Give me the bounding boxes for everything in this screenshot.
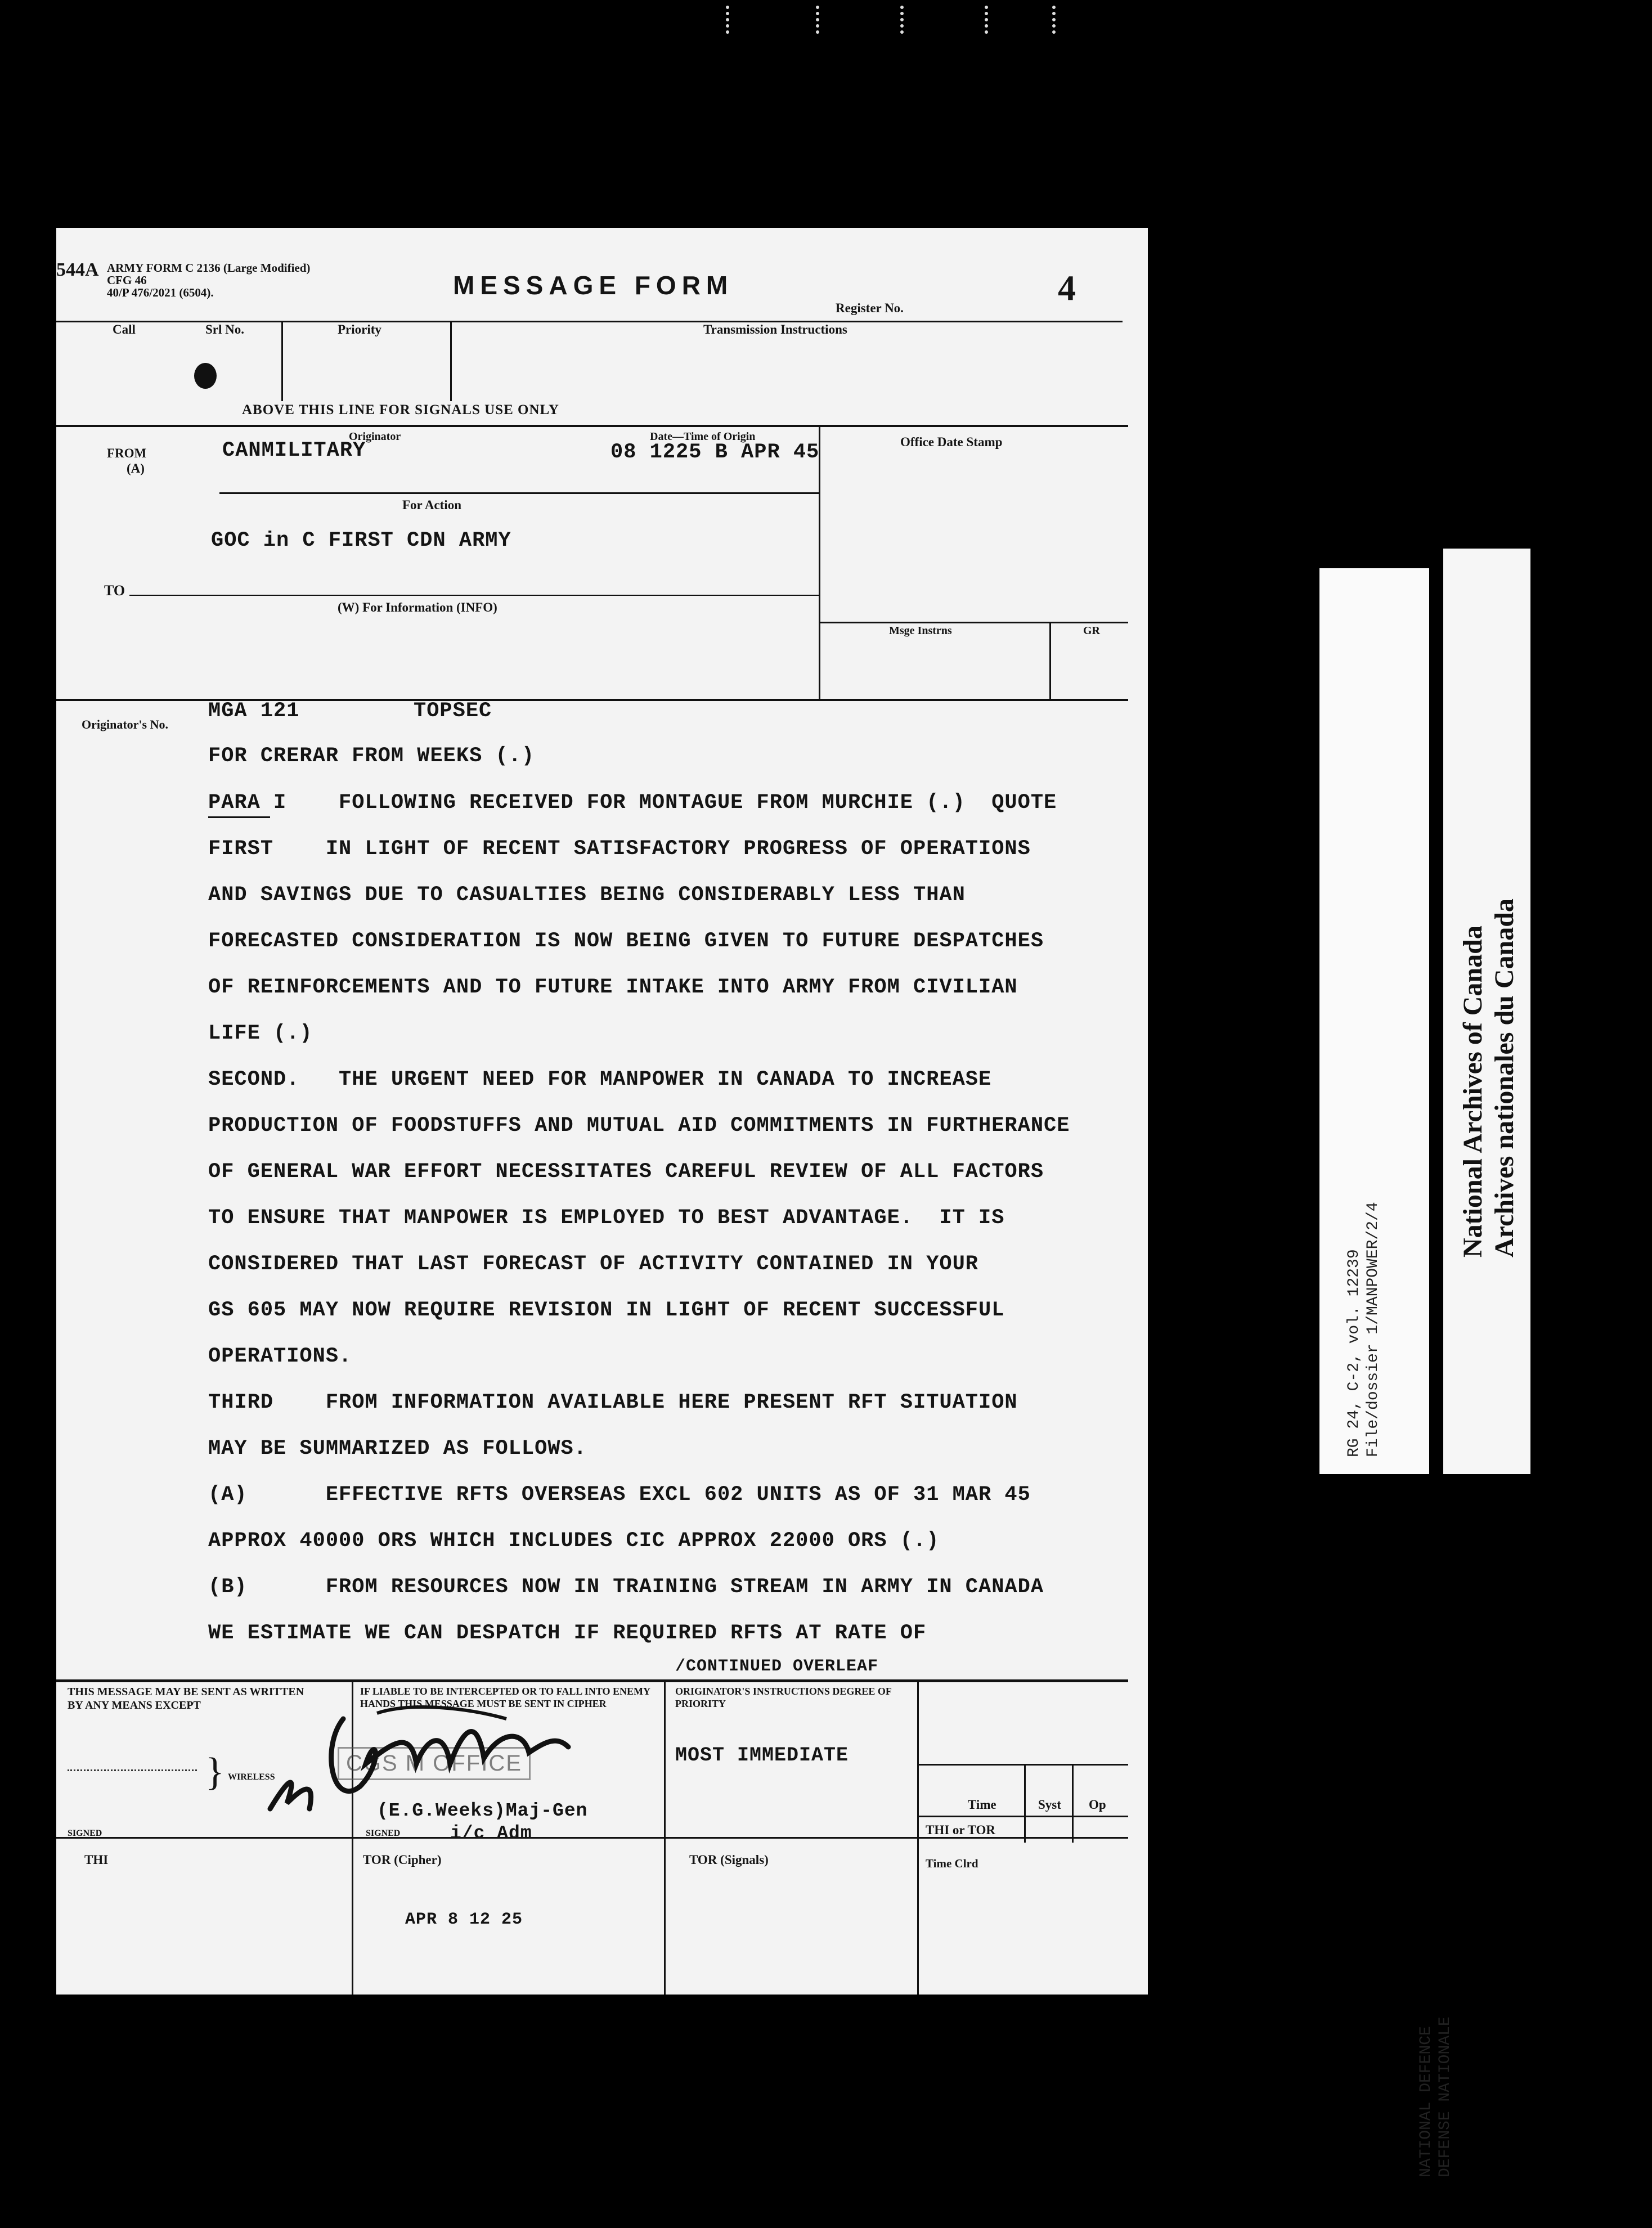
message-line: TO ENSURE THAT MANPOWER IS EMPLOYED TO BEST ADVANTAGE. IT IS bbox=[208, 1206, 1005, 1230]
brace-icon: } bbox=[205, 1750, 225, 1794]
signatory-role: i/c Adm bbox=[450, 1823, 532, 1844]
archives-fr: Archives nationales du Canada bbox=[1489, 899, 1519, 1257]
rule bbox=[819, 622, 1128, 623]
op-label: Op bbox=[1089, 1798, 1106, 1812]
message-line: OF REINFORCEMENTS AND TO FUTURE INTAKE INTO ARMY FROM CIVILIAN bbox=[208, 976, 1018, 999]
date-time-origin-value: 08 1225 B APR 45 bbox=[610, 441, 820, 464]
srl-no-label: Srl No. bbox=[205, 322, 244, 336]
to-label: TO bbox=[104, 582, 125, 599]
ink-blot bbox=[194, 363, 217, 389]
for-action-value: GOC in C FIRST CDN ARMY bbox=[211, 529, 511, 552]
divider bbox=[1072, 1764, 1074, 1843]
message-line: THIRD FROM INFORMATION AVAILABLE HERE PRESENT RFT SITUATION bbox=[208, 1391, 1018, 1414]
department-name: NATIONAL DEFENCE DEFENSE NATIONALE bbox=[1417, 2016, 1454, 2177]
message-line: FOR CRERAR FROM WEEKS (.) bbox=[208, 744, 535, 768]
divider bbox=[1049, 622, 1051, 700]
msge-instrns-label: Msge Instrns bbox=[889, 625, 952, 637]
message-line: APPROX 40000 ORS WHICH INCLUDES CIC APPROX 22000 ORS (.) bbox=[208, 1529, 940, 1553]
rule bbox=[56, 1679, 1128, 1682]
originators-no-value: MGA 121 bbox=[208, 699, 300, 723]
archives-label bbox=[1457, 899, 1520, 1257]
gr-label: GR bbox=[1083, 625, 1100, 637]
message-line: AND SAVINGS DUE TO CASUALTIES BEING CONSIDERABLY LESS THAN bbox=[208, 883, 966, 907]
message-line: FIRST IN LIGHT OF RECENT SATISFACTORY PROGRESS OF OPERATIONS bbox=[208, 837, 1031, 861]
rule bbox=[917, 1816, 1128, 1817]
originator-label: Originator bbox=[349, 430, 401, 443]
handwritten-signature bbox=[264, 1696, 580, 1831]
form-title: MESSAGE FORM bbox=[453, 271, 734, 300]
sent-as-written-note: THIS MESSAGE MAY BE SENT AS WRITTEN BY ANY MEANS EXCEPT bbox=[68, 1686, 304, 1712]
priority-value: MOST IMMEDIATE bbox=[675, 1744, 849, 1767]
divider bbox=[664, 1682, 666, 1995]
army-form-number: ARMY FORM C 2136 (Large Modified) bbox=[107, 261, 311, 275]
thi-label: THI bbox=[84, 1853, 109, 1867]
time-label: Time bbox=[968, 1798, 996, 1812]
film-frame-marks bbox=[715, 0, 1075, 39]
message-line: PRODUCTION OF FOODSTUFFS AND MUTUAL AID COMMITMENTS IN FURTHERANCE bbox=[208, 1114, 1070, 1138]
cipher-note: IF LIABLE TO BE INTERCEPTED OR TO FALL INTO ENEMY HANDS THIS MESSAGE MUST BE SENT IN CIPHER bbox=[360, 1686, 650, 1709]
signatory-name: (E.G.Weeks)Maj-Gen bbox=[377, 1800, 588, 1821]
message-line: FORECASTED CONSIDERATION IS NOW BEING GIVEN TO FUTURE DESPATCHES bbox=[208, 929, 1044, 953]
transmission-instructions-label: Transmission Instructions bbox=[703, 322, 847, 336]
continued-overleaf: /CONTINUED OVERLEAF bbox=[675, 1657, 879, 1676]
message-line: CONSIDERED THAT LAST FORECAST OF ACTIVITY CONTAINED IN YOUR bbox=[208, 1252, 979, 1276]
wireless-label: WIRELESS bbox=[228, 1772, 275, 1782]
message-line: MAY BE SUMMARIZED AS FOLLOWS. bbox=[208, 1437, 587, 1461]
date-time-origin-label: Date—Time of Origin bbox=[650, 430, 756, 443]
office-date-stamp-label: Office Date Stamp bbox=[900, 435, 1003, 449]
from-sub-label: (A) bbox=[127, 461, 145, 475]
wireless-blank bbox=[68, 1769, 197, 1771]
tor-cipher-label: TOR (Cipher) bbox=[363, 1853, 442, 1867]
office-stamp: CGS M OFFICE bbox=[338, 1747, 531, 1780]
signals-use-note: ABOVE THIS LINE FOR SIGNALS USE ONLY bbox=[242, 402, 559, 417]
rule bbox=[219, 492, 819, 494]
signed-label: SIGNED bbox=[366, 1829, 401, 1838]
from-label: FROM bbox=[107, 446, 147, 460]
message-line: LIFE (.) bbox=[208, 1022, 313, 1045]
tor-signals-label: TOR (Signals) bbox=[689, 1853, 769, 1867]
army-form-reference bbox=[56, 259, 311, 299]
divider bbox=[1024, 1764, 1026, 1843]
message-line: (A) EFFECTIVE RFTS OVERSEAS EXCL 602 UNITS AS OF 31 MAR 45 bbox=[208, 1483, 1031, 1507]
originators-no-label: Originator's No. bbox=[82, 717, 168, 731]
syst-label: Syst bbox=[1038, 1798, 1061, 1812]
tor-cipher-value: APR 8 12 25 bbox=[405, 1910, 523, 1929]
message-form-page bbox=[56, 228, 1148, 1995]
message-line: SECOND. THE URGENT NEED FOR MANPOWER IN CANADA TO INCREASE bbox=[208, 1068, 992, 1091]
message-line: OPERATIONS. bbox=[208, 1345, 352, 1368]
rule bbox=[917, 1764, 1128, 1766]
divider bbox=[281, 322, 283, 401]
message-line: OF GENERAL WAR EFFORT NECESSITATES CAREFUL REVIEW OF ALL FACTORS bbox=[208, 1160, 1044, 1184]
handwritten-page-number: 4 bbox=[1058, 268, 1076, 308]
register-label: Register No. bbox=[836, 301, 904, 315]
para-underline bbox=[208, 816, 270, 818]
archives-en: National Archives of Canada bbox=[1458, 926, 1488, 1257]
signed-label-left: SIGNED bbox=[68, 1829, 102, 1838]
divider bbox=[917, 1682, 919, 1995]
priority-label: Priority bbox=[338, 322, 381, 336]
form-prefix: 544A bbox=[56, 259, 99, 280]
message-line: PARA I FOLLOWING RECEIVED FOR MONTAGUE FROM MURCHIE (.) QUOTE bbox=[208, 791, 1057, 815]
cfg-number: CFG 46 bbox=[107, 273, 147, 287]
information-label: (W) For Information (INFO) bbox=[338, 600, 497, 614]
call-label: Call bbox=[113, 322, 136, 336]
archive-reference-text bbox=[1345, 1202, 1455, 2177]
rule bbox=[56, 425, 1128, 427]
message-line: (B) FROM RESOURCES NOW IN TRAINING STREAM IN ARMY IN CANADA bbox=[208, 1575, 1044, 1599]
rule bbox=[129, 595, 819, 596]
for-action-label: For Action bbox=[402, 498, 461, 512]
message-line: GS 605 MAY NOW REQUIRE REVISION IN LIGHT OF RECENT SUCCESSFUL bbox=[208, 1299, 1005, 1322]
time-clrd-label: Time Clrd bbox=[926, 1857, 978, 1870]
divider bbox=[450, 322, 452, 401]
file-reference: RG 24, C-2, vol. 12239 File/dossier 1/MANPOWER/2/4 bbox=[1345, 1202, 1382, 1457]
thi-or-tor-label: THI or TOR bbox=[926, 1823, 995, 1837]
originator-instructions-label: ORIGINATOR'S INSTRUCTIONS DEGREE OF PRIORITY bbox=[675, 1686, 892, 1709]
originator-value: CANMILITARY bbox=[222, 439, 366, 462]
message-line: WE ESTIMATE WE CAN DESPATCH IF REQUIRED RFTS AT RATE OF bbox=[208, 1621, 927, 1645]
print-reference: 40/P 476/2021 (6504). bbox=[107, 286, 214, 299]
divider bbox=[819, 425, 820, 700]
classification: TOPSEC bbox=[414, 699, 492, 723]
